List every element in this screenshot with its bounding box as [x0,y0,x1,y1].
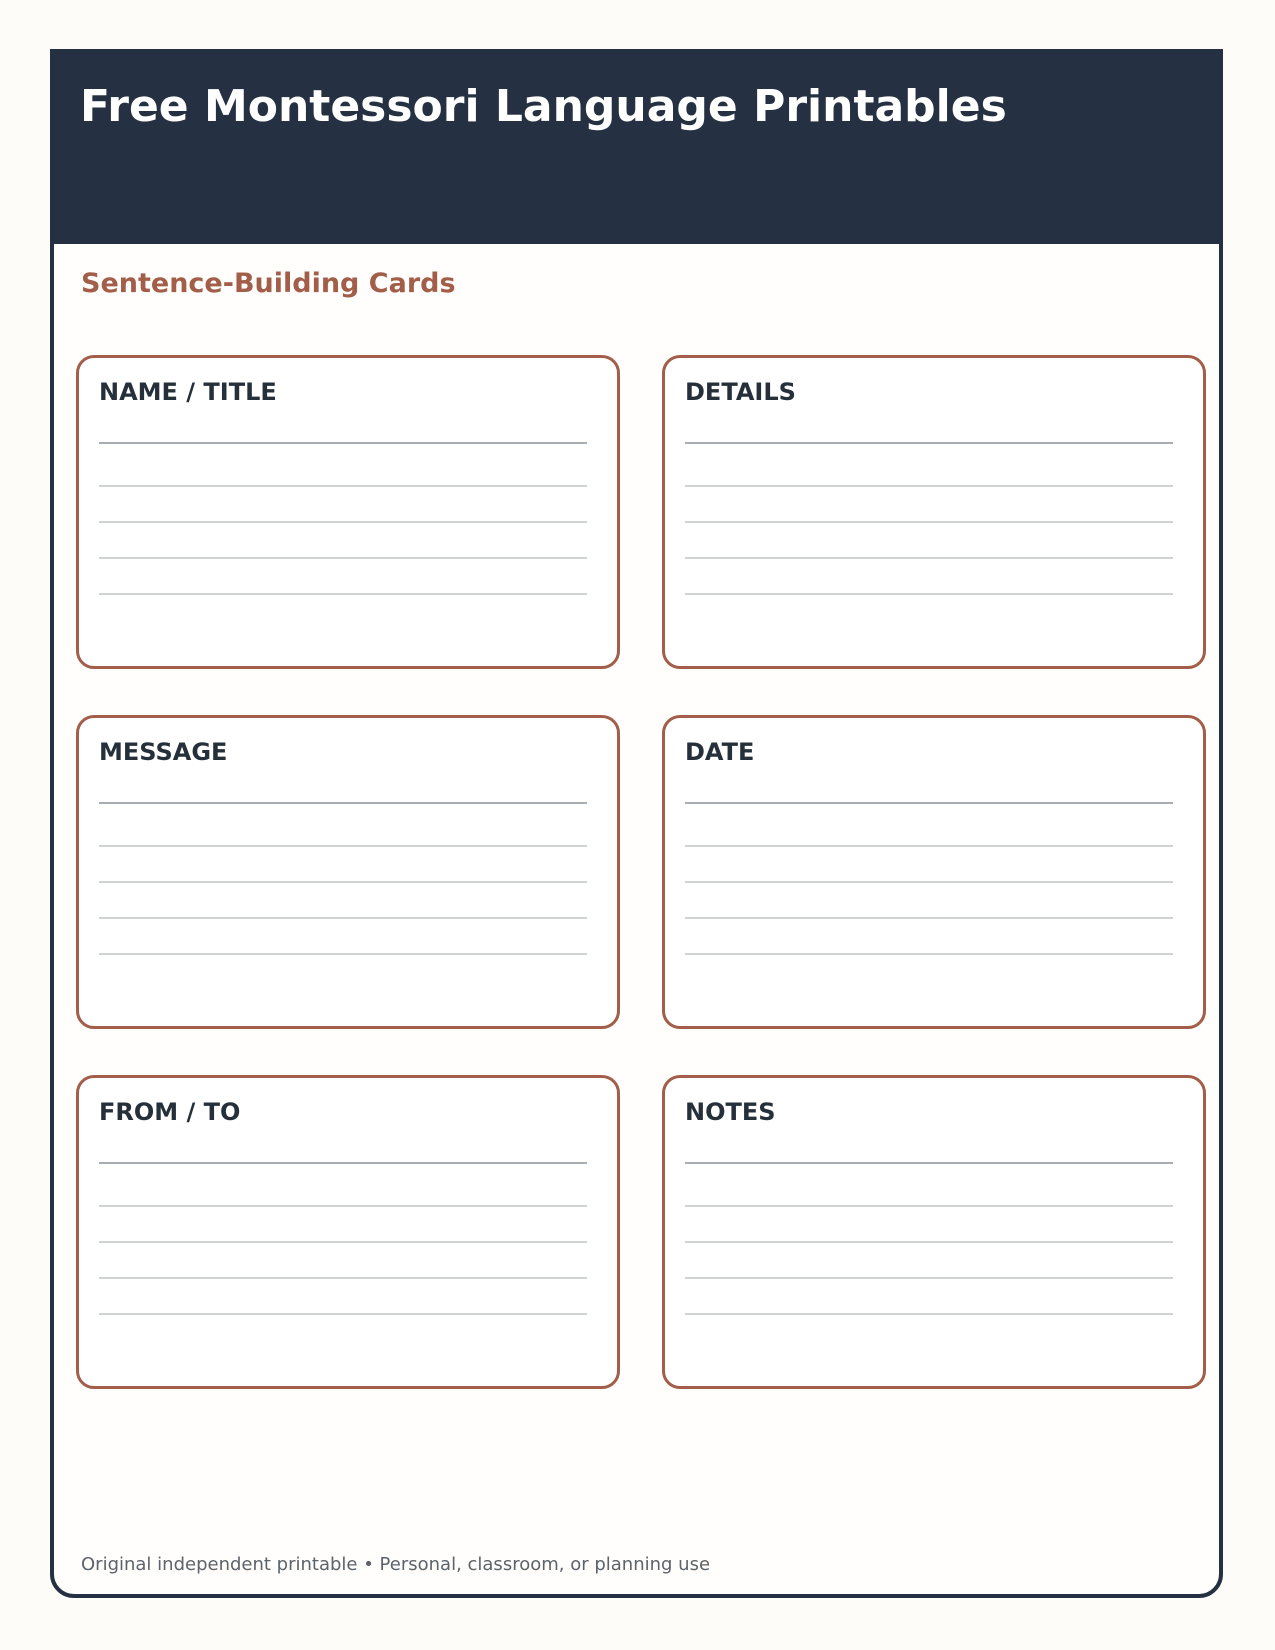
writing-line [99,1313,587,1315]
writing-line [685,953,1173,955]
card-label: MESSAGE [99,738,228,766]
writing-line [99,1205,587,1207]
header-banner [54,53,1219,244]
writing-line [685,1241,1173,1243]
writing-line [685,485,1173,487]
writing-line [99,1277,587,1279]
writing-line [685,1313,1173,1315]
writing-line [685,557,1173,559]
writing-line [685,521,1173,523]
writing-line [99,521,587,523]
card-label: DATE [685,738,755,766]
writing-line [685,442,1173,444]
card-notes [662,1075,1206,1389]
writing-line [685,881,1173,883]
card-label: NOTES [685,1098,776,1126]
card-from-to [76,1075,620,1389]
section-subtitle: Sentence-Building Cards [81,268,456,299]
writing-line [685,1162,1173,1164]
writing-line [99,485,587,487]
writing-line [99,1241,587,1243]
writing-line [685,1277,1173,1279]
writing-line [99,593,587,595]
writing-line [99,557,587,559]
card-message [76,715,620,1029]
card-details [662,355,1206,669]
writing-line [99,953,587,955]
printable-sheet [50,49,1223,1598]
writing-line [99,802,587,804]
writing-line [685,593,1173,595]
footer-note: Original independent printable • Personal, classroom, or planning use [81,1554,711,1575]
writing-line [99,917,587,919]
page-title: Free Montessori Language Printables [80,81,1007,132]
card-name-title [76,355,620,669]
card-label: DETAILS [685,378,796,406]
writing-line [99,1162,587,1164]
writing-line [99,845,587,847]
writing-line [685,802,1173,804]
card-label: FROM / TO [99,1098,241,1126]
writing-line [99,442,587,444]
card-label: NAME / TITLE [99,378,277,406]
writing-line [685,1205,1173,1207]
writing-line [99,881,587,883]
writing-line [685,845,1173,847]
card-date [662,715,1206,1029]
writing-line [685,917,1173,919]
